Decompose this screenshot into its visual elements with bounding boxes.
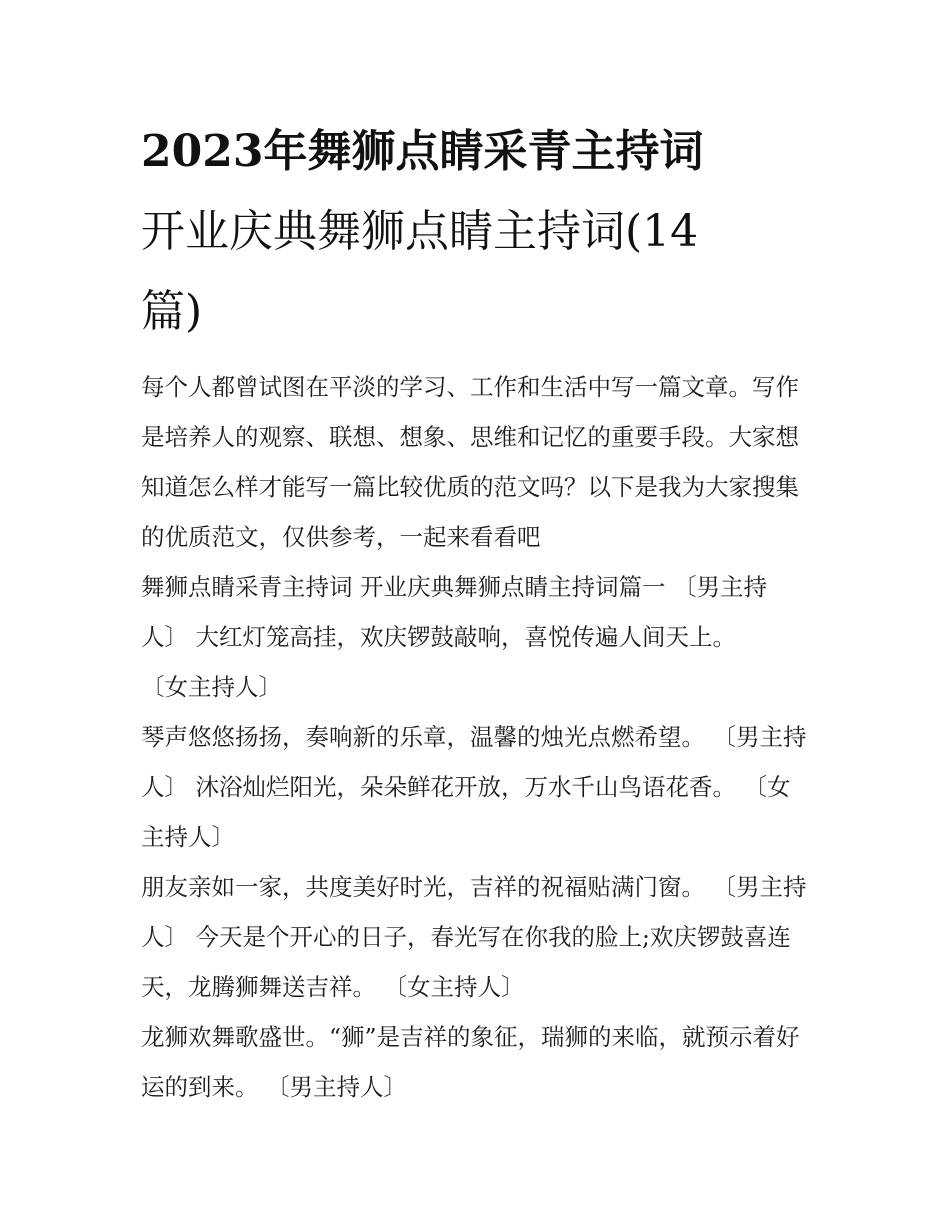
title-line-1: 2023年舞狮点睛采青主持词: [141, 126, 704, 177]
document-title: [141, 112, 813, 352]
body-paragraph: 朋友亲如一家，共度美好时光，吉祥的祝福贴满门窗。 〔男主持人〕 今天是个开心的日子，春光写在你我的脸上;欢庆锣鼓喜连天，龙腾狮舞送吉祥。 〔女主持人〕: [141, 873, 807, 1001]
body-paragraph: 〔女主持人〕: [141, 673, 282, 701]
title-line-2: 开业庆典舞狮点睛主持词(14: [141, 206, 699, 257]
document-body: [141, 362, 813, 1112]
title-line-3: 篇): [141, 286, 203, 337]
document-page: [141, 112, 813, 1112]
body-paragraph: 琴声悠悠扬扬，奏响新的乐章，温馨的烛光点燃希望。 〔男主持人〕 沐浴灿烂阳光，朵朵鲜花开放，万水千山鸟语花香。 〔女主持人〕: [141, 723, 807, 851]
body-paragraph: 舞狮点睛采青主持词 开业庆典舞狮点睛主持词篇一 〔男主持人〕 大红灯笼高挂，欢庆锣鼓敲响，喜悦传遍人间天上。: [141, 573, 767, 651]
body-paragraph: 龙狮欢舞歌盛世。“狮”是吉祥的象征，瑞狮的来临，就预示着好运的到来。 〔男主持人〕: [141, 1023, 800, 1101]
intro-paragraph: 每个人都曾试图在平淡的学习、工作和生活中写一篇文章。写作是培养人的观察、联想、想象、思维和记忆的重要手段。大家想知道怎么样才能写一篇比较优质的范文吗？以下是我为大家搜集的优质范文，仅供参考，一起来看看吧: [141, 373, 799, 551]
